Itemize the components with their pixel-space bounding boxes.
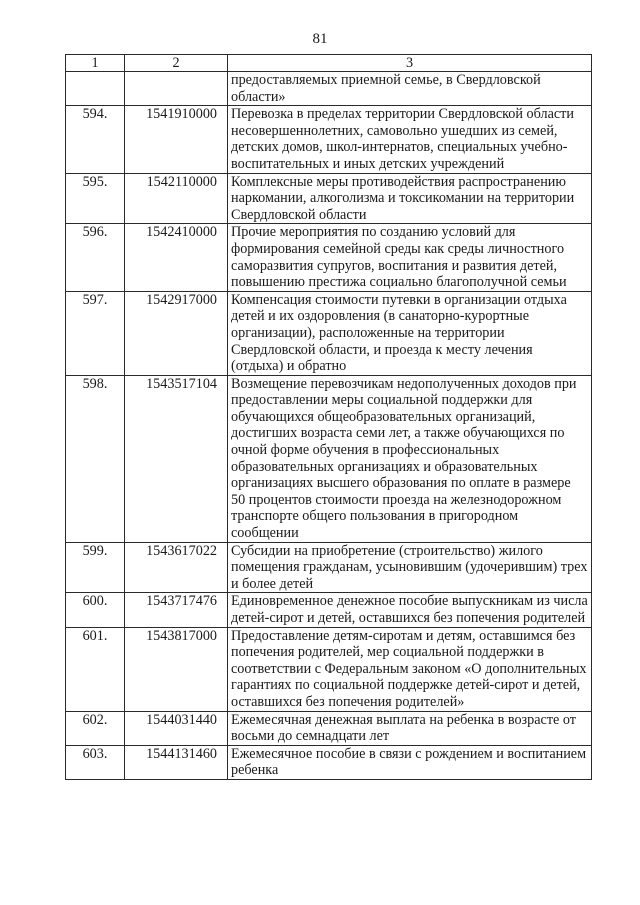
row-number: 600. bbox=[66, 593, 125, 627]
column-header-1: 1 bbox=[66, 55, 125, 72]
row-number bbox=[66, 72, 125, 106]
table-row bbox=[66, 711, 592, 745]
budget-classification-table bbox=[65, 54, 592, 780]
row-code: 1542110000 bbox=[125, 173, 228, 224]
row-code: 1543517104 bbox=[125, 375, 228, 542]
row-number: 602. bbox=[66, 711, 125, 745]
row-description: Ежемесячная денежная выплата на ребенка в возрасте от восьми до семнадцати лет bbox=[228, 711, 592, 745]
row-description: Субсидии на приобретение (строительство) жилого помещения гражданам, усыновившим (удочерившим) трех и более детей bbox=[228, 542, 592, 593]
page-number: 81 bbox=[312, 31, 328, 47]
table-row bbox=[66, 542, 592, 593]
row-description: Ежемесячное пособие в связи с рождением и воспитанием ребенка bbox=[228, 745, 592, 779]
row-number: 595. bbox=[66, 173, 125, 224]
row-code: 1543617022 bbox=[125, 542, 228, 593]
table-row bbox=[66, 224, 592, 291]
row-number: 601. bbox=[66, 627, 125, 711]
row-description: Компенсация стоимости путевки в организации отдыха детей и их оздоровления (в санаторно-курортные организации), расположенные на территории Свердловской области, и проезда к месту лечения (отдыха) и обратно bbox=[228, 291, 592, 375]
row-number: 599. bbox=[66, 542, 125, 593]
row-description: предоставляемых приемной семье, в Свердловской области» bbox=[228, 72, 592, 106]
row-code: 1543717476 bbox=[125, 593, 228, 627]
row-code: 1544031440 bbox=[125, 711, 228, 745]
row-code: 1544131460 bbox=[125, 745, 228, 779]
table-row bbox=[66, 593, 592, 627]
table-row bbox=[66, 106, 592, 173]
table-row bbox=[66, 291, 592, 375]
table-row bbox=[66, 375, 592, 542]
table-row bbox=[66, 72, 592, 106]
row-number: 594. bbox=[66, 106, 125, 173]
column-header-2: 2 bbox=[125, 55, 228, 72]
table-header-row bbox=[66, 55, 592, 72]
table-row bbox=[66, 745, 592, 779]
row-number: 598. bbox=[66, 375, 125, 542]
row-code: 1541910000 bbox=[125, 106, 228, 173]
row-code: 1543817000 bbox=[125, 627, 228, 711]
row-number: 603. bbox=[66, 745, 125, 779]
table-row bbox=[66, 173, 592, 224]
row-number: 597. bbox=[66, 291, 125, 375]
row-code: 1542917000 bbox=[125, 291, 228, 375]
row-description: Комплексные меры противодействия распространению наркомании, алкоголизма и токсикомании на территории Свердловской области bbox=[228, 173, 592, 224]
row-number: 596. bbox=[66, 224, 125, 291]
row-description: Единовременное денежное пособие выпускникам из числа детей-сирот и детей, оставшихся без попечения родителей bbox=[228, 593, 592, 627]
row-code: 1542410000 bbox=[125, 224, 228, 291]
row-code bbox=[125, 72, 228, 106]
row-description: Возмещение перевозчикам недополученных доходов при предоставлении меры социальной поддержки для обучающихся общеобразовательных организаций, достигших возраста семи лет, а также обучающихся по очной форме обучения в профессиональных образовательных организациях и образовательных организациях высшего образования по оплате в размере 50 процентов стоимости проезда на железнодорожном транспорте общего пользования в пригородном сообщении bbox=[228, 375, 592, 542]
table-row bbox=[66, 627, 592, 711]
row-description: Прочие мероприятия по созданию условий для формирования семейной среды как среды личностного саморазвития супругов, воспитания и развития детей, повышению престижа социально благополучной семьи bbox=[228, 224, 592, 291]
row-description: Перевозка в пределах территории Свердловской области несовершеннолетних, самовольно ушедших из семей, детских домов, школ-интернатов, специальных учебно-воспитательных и иных детских учреждений bbox=[228, 106, 592, 173]
row-description: Предоставление детям-сиротам и детям, оставшимся без попечения родителей, мер социальной поддержки в соответствии с Федеральным законом «О дополнительных гарантиях по социальной поддержке детей-сирот и детей, оставшихся без попечения родителей» bbox=[228, 627, 592, 711]
column-header-3: 3 bbox=[228, 55, 592, 72]
